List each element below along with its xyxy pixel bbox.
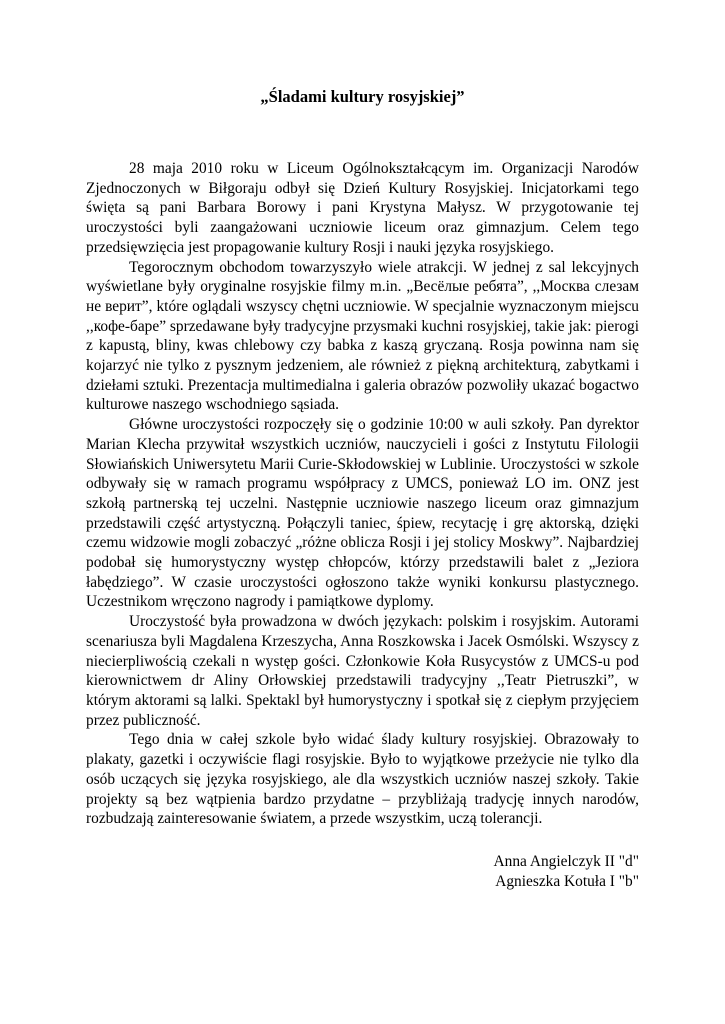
document-title: „Śladami kultury rosyjskiej”	[260, 87, 465, 106]
paragraph: Tegorocznym obchodom towarzyszyło wiele atrakcji. W jednej z sal lekcyjnych wyświetlane były oryginalne rosyjskie filmy m.in. „Весёлые ребята”, ,,Москва слезам не верит”, które oglądali wszyscy chętni uczniowie. W specjalnie wyznaczonym miejscu ,,кофе-баре” sprzedawane były tradycyjne przysmaki kuchni rosyjskiej, takie jak: pierogi z kapustą, bliny, kwas chlebowy czy babka z kaszą gryczaną. Rosja powinna nam się kojarzyć nie tylko z pysznym jedzeniem, ale również z piękną architekturą, zabytkami i dziełami sztuki. Prezentacja multimedialna i galeria obrazów pozwoliły ukazać bogactwo kulturowe naszego wschodniego sąsiada.	[86, 258, 639, 414]
author-signature	[494, 852, 639, 891]
author-line: Anna Angielczyk II "d"	[493, 853, 639, 870]
paragraph: Uroczystość była prowadzona w dwóch językach: polskim i rosyjskim. Autorami scenariusza byli Magdalena Krzeszycha, Anna Roszkowska i Jacek Osmólski. Wszyscy z niecierpliwością czekali n występ gości. Członkowie Koła Rusycystów z UMCS-u pod kierownictwem dr Aliny Orłowskiej przedstawili tradycyjny ,,Teatr Pietruszki”, w którym aktorami są lalki. Spektakl był humorystyczny i spotkał się z ciepłym przyjęciem przez publiczność.	[86, 613, 639, 729]
paragraph: 28 maja 2010 roku w Liceum Ogólnokształcącym im. Organizacji Narodów Zjednoczonych w Biłgoraju odbył się Dzień Kultury Rosyjskiej. Inicjatorkami tego święta są pani Barbara Borowy i pani Krystyna Małysz. W przygotowanie tej uroczystości byli zaangażowani uczniowie liceum oraz gimnazjum. Celem tego przedsięwzięcia jest propagowanie kultury Rosji i nauki języka rosyjskiego.	[86, 160, 639, 256]
author-line: Agnieszka Kotuła I "b"	[495, 872, 639, 890]
article-body	[86, 159, 639, 829]
paragraph: Tego dnia w całej szkole było widać ślady kultury rosyjskiej. Obrazowały to plakaty, gazetki i oczywiście flagi rosyjskie. Było to wyjątkowe przeżycie nie tylko dla osób uczących się języka rosyjskiego, ale dla wszystkich uczniów naszej szkoły. Takie projekty są bez wątpienia bardzo przydatne – przybliżają tradycję innych narodów, rozbudzają zainteresowanie światem, a przede wszystkim, uczą tolerancji.	[86, 731, 639, 828]
paragraph: Główne uroczystości rozpoczęły się o godzinie 10:00 w auli szkoły. Pan dyrektor Marian Klecha przywitał wszystkich uczniów, nauczycieli i gości z Instytutu Filologii Słowiańskich Uniwersytetu Marii Curie-Skłodowskiej w Lublinie. Uroczystości w szkole odbywały się w ramach programu współpracy z UMCS, ponieważ LO im. ONZ jest szkołą partnerską tej uczelni. Następnie uczniowie naszego liceum oraz gimnazjum przedstawili część artystyczną. Połączyli taniec, śpiew, recytację i grę aktorską, dzięki czemu widzowie mogli zobaczyć „różne oblicza Rosji i jej stolicy Moskwy”. Najbardziej podobał się humorystyczny występ chłopców, którzy przedstawili balet z „Jeziora łabędziego”. W czasie uroczystości ogłoszono także wyniki konkursu plastycznego. Uczestnikom wręczono nagrody i pamiątkowe dyplomy.	[86, 416, 639, 611]
